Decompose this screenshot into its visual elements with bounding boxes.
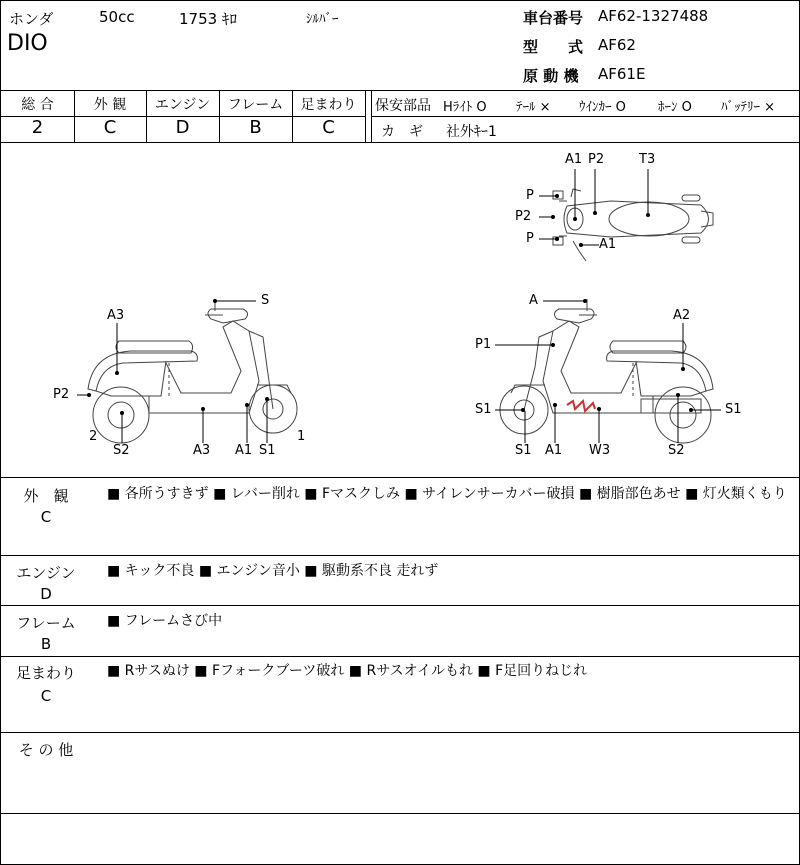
- grade-head-overall: 総 合: [21, 97, 54, 113]
- right-label-w3: W3: [589, 443, 611, 458]
- left-label-a3-bottom: A3: [193, 443, 211, 458]
- top-label-a1-lower: A1: [599, 237, 617, 252]
- top-label-a1: A1: [565, 152, 583, 167]
- section-suspension-grade: C: [40, 687, 52, 705]
- type-value: AF62: [598, 36, 636, 54]
- frame-number-label: 車台番号: [523, 9, 584, 27]
- grade-head-suspension: 足まわり: [300, 97, 357, 113]
- left-label-s2: S2: [113, 443, 130, 458]
- section-other-title: そ の 他: [18, 741, 74, 759]
- safety-label: 保安部品: [375, 98, 431, 114]
- wear-scribble: [567, 401, 595, 411]
- section-frame-grade: B: [40, 635, 52, 653]
- section-engine-grade: D: [40, 585, 52, 603]
- left-leaders: [77, 301, 267, 443]
- section-engine-text: ■ キック不良 ■ エンジン音小 ■ 駆動系不良 走れず: [107, 563, 439, 579]
- left-label-1: 1: [297, 429, 306, 444]
- grade-head-frame: フレーム: [227, 97, 284, 113]
- left-label-s: S: [261, 293, 270, 308]
- top-label-p-lower: P: [526, 231, 534, 246]
- grade-head-engine: エンジン: [154, 97, 211, 113]
- divider: [1, 732, 799, 733]
- right-label-p1: P1: [475, 337, 492, 352]
- frame-number: AF62-1327488: [598, 7, 709, 25]
- safety-battery: ﾊﾞｯﾃﾘｰ ×: [721, 100, 776, 115]
- top-label-p2-side: P2: [515, 209, 532, 224]
- engine-value: AF61E: [598, 65, 646, 83]
- safety-headlight: Hﾗｲﾄ O: [443, 100, 487, 115]
- divider: [1, 605, 799, 606]
- grade-head-exterior: 外 観: [93, 97, 127, 113]
- section-engine-title: エンジン: [16, 564, 76, 582]
- divider: [1, 477, 799, 478]
- right-label-a: A: [529, 293, 538, 308]
- section-frame-title: フレーム: [16, 614, 76, 632]
- right-label-s1-left: S1: [475, 402, 492, 417]
- key-value: 社外ｷｰ1: [446, 124, 497, 140]
- right-label-s1-bottom: S1: [515, 443, 532, 458]
- top-label-p-upper: P: [526, 188, 534, 203]
- engine-label: 原 動 機: [523, 67, 579, 85]
- safety-winker: ｳｲﾝｶｰ O: [579, 100, 626, 115]
- top-label-p2: P2: [588, 152, 605, 167]
- grade-exterior: C: [103, 117, 117, 138]
- section-exterior-text: ■ 各所うすきず ■ レバー削れ ■ Fマスクしみ ■ サイレンサーカバー破損 ■ 樹脂部色あせ ■ 灯火類くもり: [107, 486, 787, 502]
- section-suspension-title: 足まわり: [15, 664, 76, 682]
- safety-horn: ﾎｰﾝ O: [658, 100, 692, 115]
- model-name: DIO: [7, 31, 48, 56]
- displacement: 50cc: [99, 8, 135, 26]
- divider: [1, 90, 799, 91]
- left-label-p2: P2: [53, 387, 70, 402]
- key-label: カ ギ: [381, 124, 423, 140]
- grade-suspension: C: [322, 117, 335, 138]
- right-label-a1: A1: [545, 443, 563, 458]
- section-exterior-title: 外 観: [23, 487, 69, 505]
- left-label-a1: A1: [235, 443, 253, 458]
- grade-overall: 2: [31, 117, 44, 138]
- section-frame-text: ■ フレームさび中: [107, 613, 223, 629]
- divider: [1, 555, 799, 556]
- section-exterior-grade: C: [40, 508, 52, 526]
- right-label-s2: S2: [668, 443, 685, 458]
- right-label-s1-right: S1: [725, 402, 742, 417]
- divider: [1, 656, 799, 657]
- maker: ホンダ: [9, 10, 54, 28]
- right-label-a2: A2: [673, 308, 691, 323]
- section-suspension-text: ■ Rサスぬけ ■ Fフォークブーツ破れ ■ Rサスオイルもれ ■ F足回りねじれ: [107, 663, 588, 679]
- top-leaders: [539, 169, 648, 245]
- grade-engine: D: [175, 117, 190, 138]
- divider: [365, 90, 366, 142]
- type-label: 型 式: [523, 38, 584, 56]
- left-label-a3-top: A3: [107, 308, 125, 323]
- grade-frame: B: [249, 117, 262, 138]
- divider: [371, 116, 799, 117]
- safety-tail: ﾃｰﾙ ×: [516, 100, 551, 115]
- left-label-2: 2: [89, 429, 98, 444]
- mileage: 1753 ｷﾛ: [179, 10, 237, 28]
- scooter-top-view: [553, 189, 713, 261]
- color: ｼﾙﾊﾞｰ: [306, 12, 339, 27]
- divider: [1, 813, 799, 814]
- left-label-s1: S1: [259, 443, 276, 458]
- top-label-t3: T3: [639, 152, 656, 167]
